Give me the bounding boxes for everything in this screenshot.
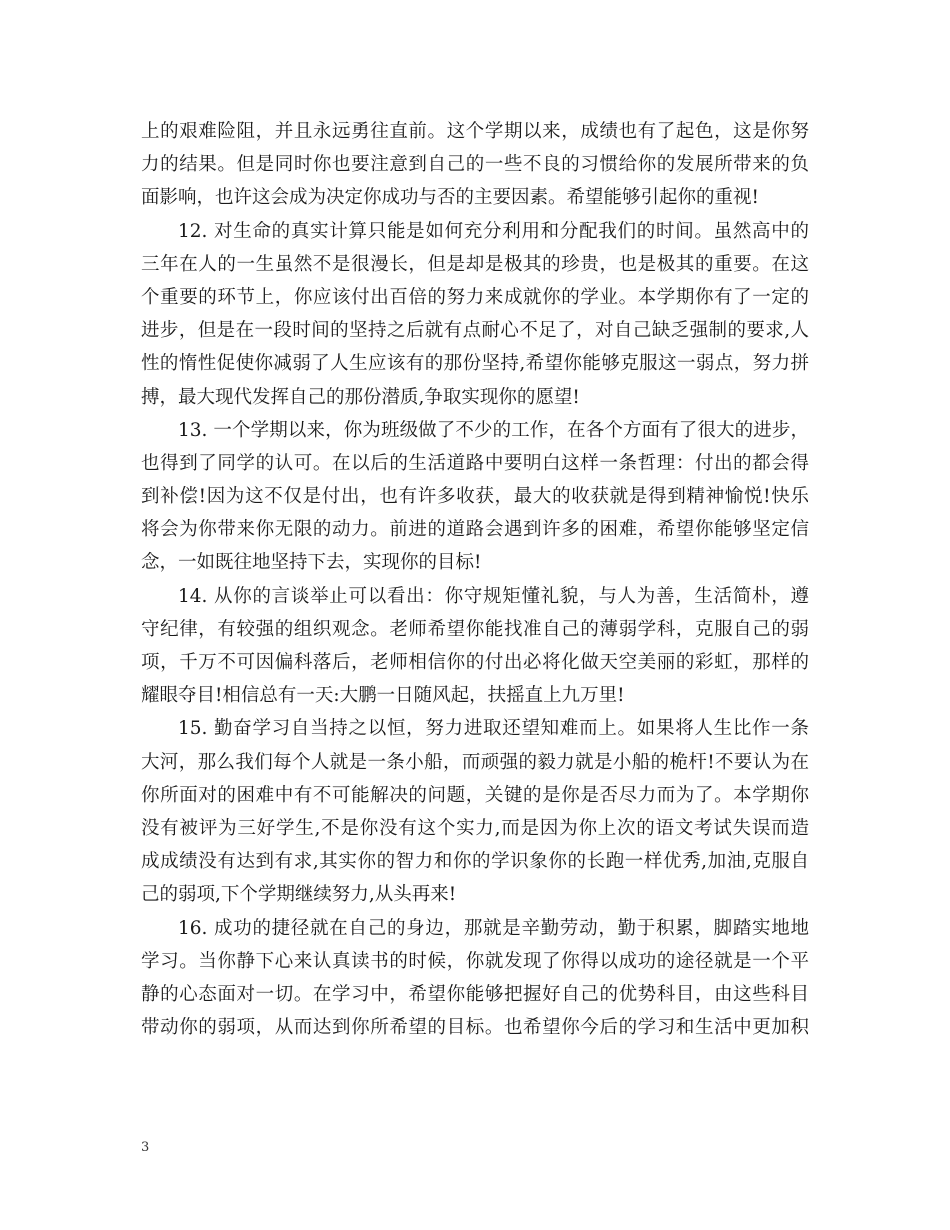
text-line: 力的结果。但是同时你也要注意到自己的一些不良的习惯给你的发展所带来的负 <box>141 154 809 176</box>
text-line: 大河，那么我们每个人就是一条小船，而顽强的毅力就是小船的桅杆!不要认为在 <box>141 751 809 773</box>
body-text <box>141 115 809 1044</box>
text-line: 到补偿!因为这不仅是付出，也有许多收获，最大的收获就是得到精神愉悦!快乐 <box>141 486 809 508</box>
paragraph-15-start: 15. 勤奋学习自当持之以恒，努力进取还望知难而上。如果将人生比作一条 <box>178 718 809 740</box>
text-line: 你所面对的困难中有不可能解决的问题，关键的是你是否尽力而为了。本学期你 <box>141 784 809 806</box>
text-line: 也得到了同学的认可。在以后的生活道路中要明白这样一条哲理：付出的都会得 <box>141 452 809 474</box>
paragraph-14-start: 14. 从你的言谈举止可以看出：你守规矩懂礼貌，与人为善，生活简朴，遵 <box>178 585 809 607</box>
text-line: 将会为你带来你无限的动力。前进的道路会遇到许多的困难，希望你能够坚定信 <box>141 519 809 541</box>
paragraph-12-start: 12. 对生命的真实计算只能是如何充分利用和分配我们的时间。虽然高中的 <box>178 220 809 242</box>
text-line: 带动你的弱项，从而达到你所希望的目标。也希望你今后的学习和生活中更加积 <box>141 1017 809 1039</box>
text-line: 项，千万不可因偏科落后，老师相信你的付出必将化做天空美丽的彩虹，那样的 <box>141 652 809 673</box>
text-line: 学习。当你静下心来认真读书的时候，你就发现了你得以成功的途径就是一个平 <box>141 950 809 972</box>
text-line: 念，一如既往地坚持下去，实现你的目标! <box>141 552 482 574</box>
text-line: 己的弱项,下个学期继续努力,从头再来! <box>141 884 457 906</box>
paragraph-13-start: 13. 一个学期以来，你为班级做了不少的工作，在各个方面有了很大的进步， <box>178 419 809 441</box>
text-line: 个重要的环节上，你应该付出百倍的努力来成就你的学业。本学期你有了一定的 <box>141 286 809 308</box>
paragraph-16-start: 16. 成功的捷径就在自己的身边，那就是辛勤劳动，勤于积累，脚踏实地地 <box>178 917 809 939</box>
text-line: 面影响，也许这会成为决定你成功与否的主要因素。希望能够引起你的重视! <box>141 187 759 209</box>
text-line: 耀眼夺目!相信总有一天:大鹏一日随风起，扶摇直上九万里! <box>141 685 625 707</box>
text-line: 成成绩没有达到有求,其实你的智力和你的学识象你的长跑一样优秀,加油,克服自 <box>141 851 809 873</box>
page-number: 3 <box>141 1140 150 1155</box>
text-line: 进步，但是在一段时间的坚持之后就有点耐心不足了，对自己缺乏强制的要求,人 <box>141 320 809 342</box>
text-line: 性的惰性促使你减弱了人生应该有的那份坚持,希望你能够克服这一弱点，努力拼 <box>141 353 809 375</box>
text-line: 上的艰难险阻，并且永远勇往直前。这个学期以来，成绩也有了起色，这是你努 <box>141 121 809 142</box>
text-line: 守纪律，有较强的组织观念。老师希望你能找准自己的薄弱学科，克服自己的弱 <box>141 618 809 640</box>
text-line: 静的心态面对一切。在学习中，希望你能够把握好自己的优势科目，由这些科目 <box>141 983 809 1005</box>
text-line: 三年在人的一生虽然不是很漫长，但是却是极其的珍贵，也是极其的重要。在这 <box>141 253 809 275</box>
text-line: 搏，最大现代发挥自己的那份潜质,争取实现你的愿望! <box>141 386 580 408</box>
text-line: 没有被评为三好学生,不是你没有这个实力,而是因为你上次的语文考试失误而造 <box>141 817 809 839</box>
